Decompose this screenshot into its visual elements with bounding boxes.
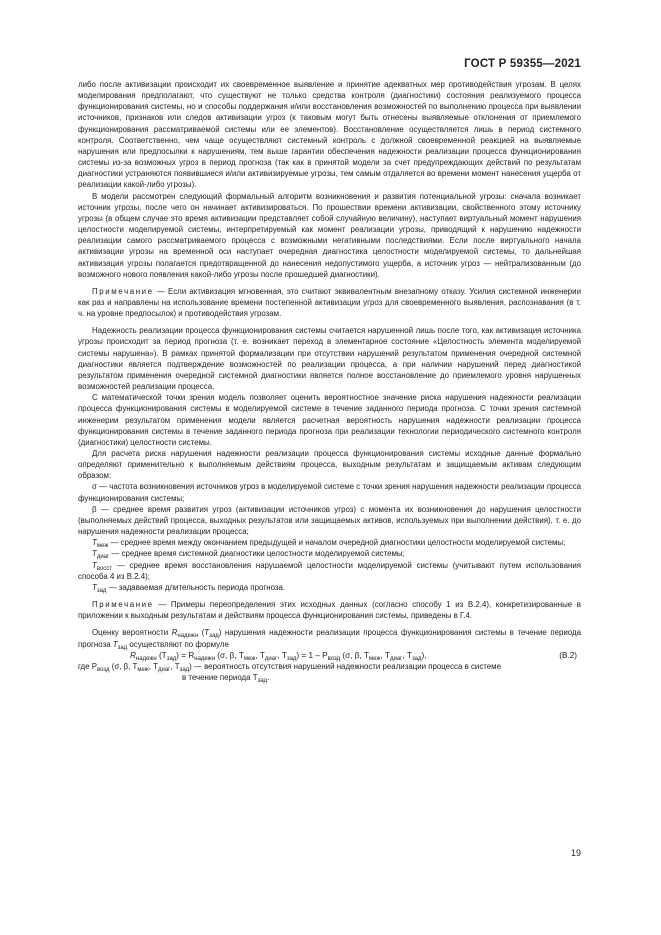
subscript: зад xyxy=(166,655,177,662)
subscript: надежн xyxy=(177,633,199,640)
subscript: зад xyxy=(117,644,128,651)
paragraph-math-view: С математической точки зрения модель позволяет оценить вероятностное значение риска нарушения надежности реализации процесса функционирования системы в моделируемой системе в течение заданного периода прогноза. С точки зрения системной инженерии результатом применения модели является расчетная вероятность нарушения надежности реализации процесса функционирования системы в течение заданного периода прогноза при реализации технологии периодического системного контроля (диагностики) целостности системы. xyxy=(78,393,581,447)
note-examples xyxy=(78,599,581,621)
text: ) — вероятность отсутствия нарушений надежности реализации процесса в системе xyxy=(189,661,501,671)
definition-t-zad xyxy=(78,582,581,593)
definition-sigma: σ — частота возникновения источников угроз в моделируемой системе с точки зрения нарушения надежности реализации процесса функционирования системы; xyxy=(78,482,581,503)
text: (σ, β, T xyxy=(340,650,369,660)
subscript: диаг xyxy=(157,666,171,673)
paragraph-reliability-violation: Надежность реализации процесса функционирования системы считается нарушенной лишь после того, как активизация источника угрозы происходит за период прогноза (т. е. возникает переход в элементарное состояние «Целостность элемента моделируемой системы нарушена»). В рамках принятой формализации при отсутствии нарушений результатом применения очередной системной диагностики является подтверждение возможностей по реализации процесса, а при наличии нарушений перед диагностикой результатом применения очередной системной диагностики является полное восстановление до приемлемого уровня нарушенных возможностей реализации процесса. xyxy=(78,326,581,392)
text: ) нарушения надежности реализации процесса функционирования системы в течение периода прогноза xyxy=(78,628,581,649)
subscript: меж xyxy=(96,543,109,550)
paragraph-threat-model: В модели рассмотрен следующий формальный алгоритм возникновения и развития потенциальной угрозы: сначала возникает источник угрозы, после чего он начинает активизироваться. По прошествии времени активизации, свойственного этому источнику угрозы (в общем случае это время активизации представляет собой случайную величину), наступает виртуальный момент нарушения целостности моделируемой системы, интерпретируемый как момент реализации угрозы, приводящий к нарушению надежности реализации самого рассматриваемого процесса с возможными негативными последствиями. Если после виртуального начала активизации угрозы на временной оси наступает очередная диагностика целостности моделируемой системы, то дальнейшая активизация угрозы полагается предотвращенной до нанесения недопустимого ущерба, а источник угроз — нейтрализованным (до возможного нового появления какой-либо угрозы после прошедшей диагностики). xyxy=(78,191,581,279)
subscript: надежн xyxy=(194,655,216,662)
subscript: диаг xyxy=(389,655,403,662)
definition-text: — среднее время восстановления нарушаемой целостности моделируемой системы (учитывают путем использования способа 4 из В.2.4); xyxy=(78,560,581,581)
symbol: R xyxy=(130,650,136,660)
text: (T xyxy=(158,650,167,660)
note-label: Примечание xyxy=(92,286,154,296)
page-number: 19 xyxy=(570,848,581,858)
text: . xyxy=(267,672,270,682)
subscript: меж xyxy=(243,655,256,662)
text: (σ, β, T xyxy=(215,650,244,660)
text: ) = R xyxy=(176,650,195,660)
definition-t-diag xyxy=(78,548,581,559)
text: осуществляют по формуле xyxy=(127,639,229,649)
subscript: зад xyxy=(96,587,107,594)
note-instant-activation xyxy=(78,286,581,319)
subscript: диаг xyxy=(96,554,110,561)
text: , T xyxy=(148,661,158,671)
text: (σ, β, T xyxy=(109,661,138,671)
text: , T xyxy=(255,650,265,660)
text: Оценку вероятности xyxy=(92,628,172,638)
formula-b2 xyxy=(78,650,581,661)
text: ) = 1 – P xyxy=(296,650,328,660)
text: , T xyxy=(402,650,412,660)
note-text: — Если активизация мгновенная, это считают эквивалентным внезапному отказу. Усилия системной инженерии как раз и направлены на использование времени постепенной активизации угроз для своевременного выявления, распознавания (в т. ч. на уровне предпосылок) и противодействия угрозам. xyxy=(78,286,581,319)
subscript: возд xyxy=(96,666,110,673)
subscript: зад xyxy=(257,677,268,684)
symbol: T xyxy=(92,560,97,570)
text: ( xyxy=(198,628,205,638)
document-id-header: ГОСТ Р 59355—2021 xyxy=(464,58,581,70)
text: , T xyxy=(277,650,287,660)
formula-where-clause xyxy=(78,661,581,683)
subscript: меж xyxy=(369,655,381,662)
page-body xyxy=(78,79,581,683)
definition-text: — среднее время между окончанием предыдущей и началом очередной диагностики целостности моделируемой системы; xyxy=(108,538,566,548)
subscript: зад xyxy=(411,655,422,662)
definition-t-vosst xyxy=(78,560,581,582)
symbol: R xyxy=(171,628,178,638)
text: где P xyxy=(78,661,97,671)
formula-number: (В.2) xyxy=(559,650,577,660)
text: в течение периода T xyxy=(182,672,258,682)
subscript: меж xyxy=(137,666,149,673)
definition-t-mezh xyxy=(78,537,581,548)
subscript: возд xyxy=(327,655,341,662)
symbol: T xyxy=(92,538,97,548)
text: ), xyxy=(421,650,427,660)
where-continuation xyxy=(78,672,581,683)
definition-text: — среднее время системной диагностики целостности моделируемой системы; xyxy=(109,549,405,559)
symbol: T xyxy=(92,549,97,559)
note-text: — Примеры переопределения этих исходных данных (согласно способу 1 из В.2.4), конкретизированные в приложении к выходным результатам и действиям процесса функционирования системы, приведены в Г.4. xyxy=(78,600,581,621)
paragraph-input-data: Для расчета риска нарушения надежности реализации процесса функционирования системы исходные данные формально определяют применительно к выполняемым действиям процесса, выходным результатам и защищаемым активам следующим образом: xyxy=(78,449,581,481)
subscript: диаг xyxy=(264,655,278,662)
subscript: восст xyxy=(96,565,113,572)
text: , T xyxy=(380,650,390,660)
symbol: T xyxy=(92,582,97,592)
formula-body xyxy=(130,650,581,661)
text: , T xyxy=(170,661,180,671)
paragraph-continuation: либо после активизации происходит их своевременное выявление и принятие адекватных мер противодействия угрозам. В целях моделирования предполагают, что существуют не только средства контроля (диагностики) состояния реализуемого процесса функционирования системы, но и способы поддержания и/или восстановления возможностей по выполнению процесса при выявлении источников, признаков или следов активизации угроз (к таковым могут быть отнесены выявляемые отклонения от приемлемого функционирования рассматриваемой системы или ее элементов). Восстановление осуществляется лишь в период системного контроля. Соответственно, чем чаще осуществляют системный контроль с должной своевременной реакцией на выявляемые нарушения или предпосылки к нарушениям, тем выше гарантии обеспечения надежности реализации процесса функционирования системы из-за возможных угроз в период прогноза (так как в принятой модели за счет предупреждающих действий по результатам диагностики устраняются появившиеся и/или активизируемые угрозы, тем самым отдаляется во времени момент нанесения ущерба от реализации какой-либо угрозы). xyxy=(78,80,581,190)
definition-beta: β — среднее время развития угроз (активизации источников угроз) с момента их возникновения до нарушения целостности (выполняемых действий процесса, выходных результатов или защищаемых активов, используемых при выполнении действия), т. е. до нарушения надежности реализации процесса; xyxy=(78,504,581,537)
subscript: зад xyxy=(179,666,190,673)
note-label: Примечание xyxy=(92,600,154,610)
symbol: T xyxy=(112,639,118,649)
paragraph-formula-intro xyxy=(78,627,581,649)
subscript: зад xyxy=(286,655,297,662)
definition-text: — задаваемая длительность периода прогноза. xyxy=(106,582,286,592)
subscript: надежн xyxy=(135,655,157,662)
subscript: зад xyxy=(209,633,219,640)
symbol: T xyxy=(204,628,210,638)
